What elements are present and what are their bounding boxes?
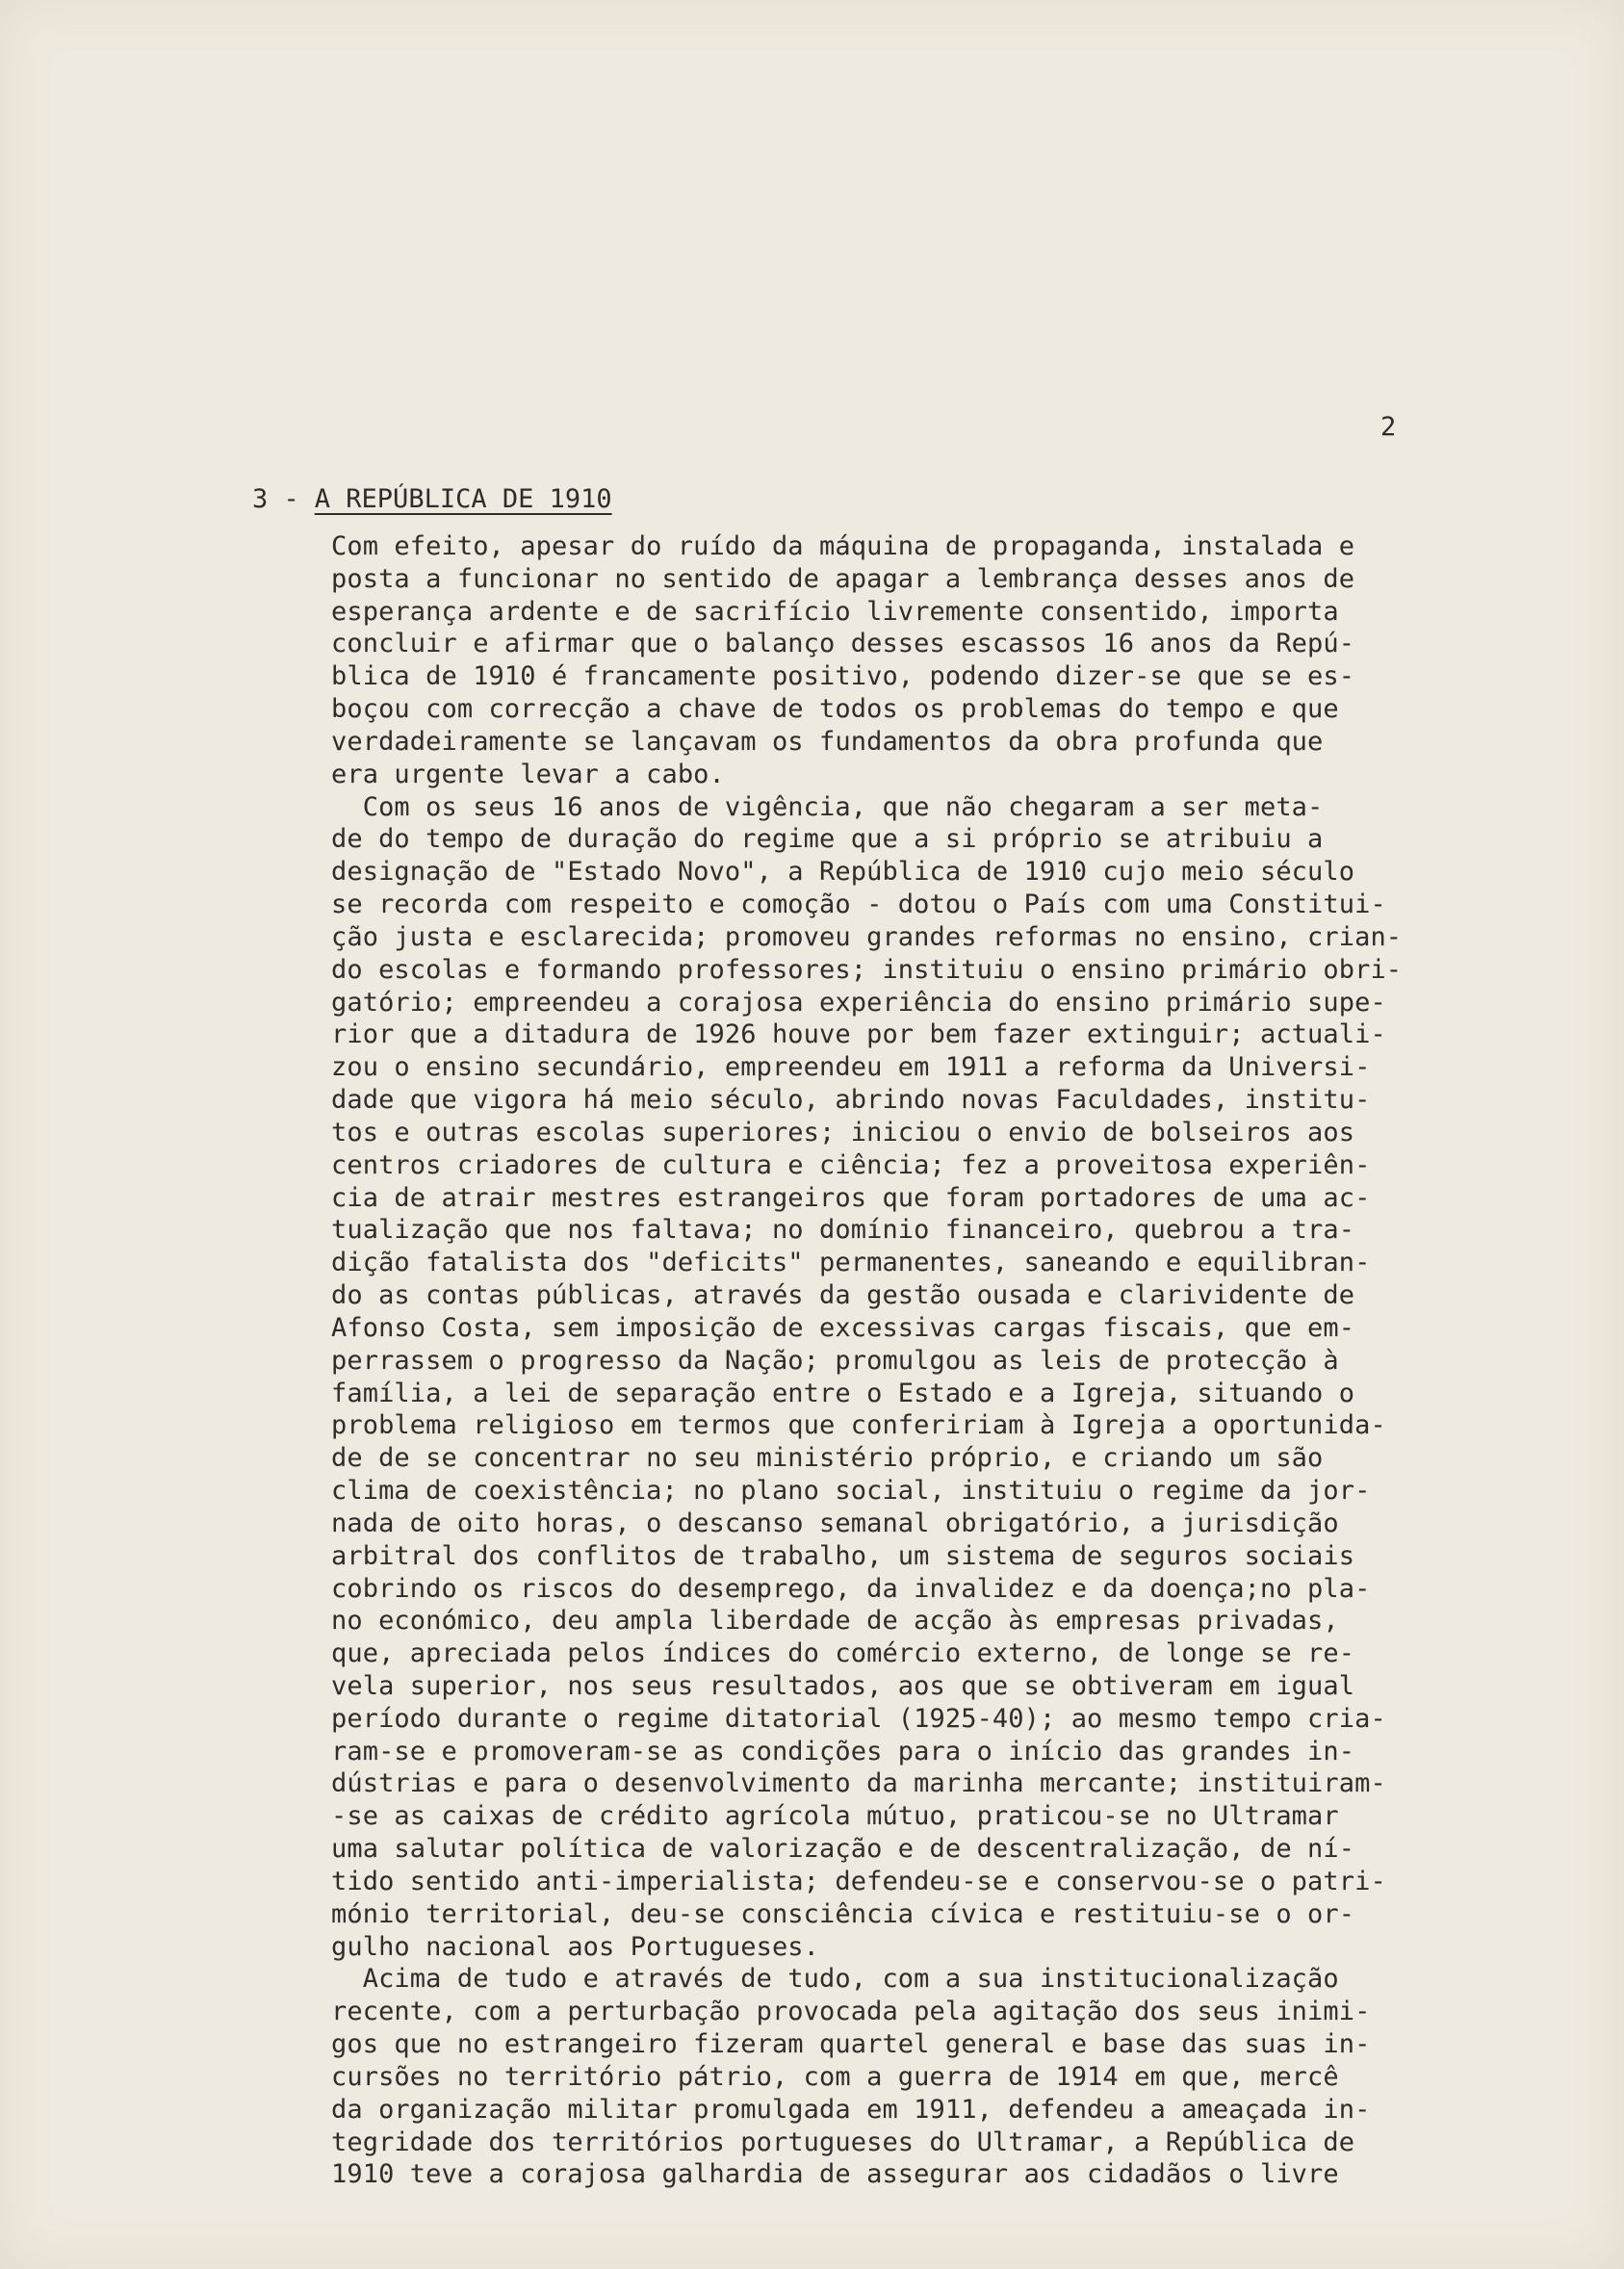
text-line: zou o ensino secundário, empreendeu em 1911 a reforma da Universi- bbox=[331, 1052, 1371, 1083]
text-line: tualização que nos faltava; no domínio financeiro, quebrou a tra- bbox=[331, 1215, 1355, 1246]
text-line: família, a lei de separação entre o Estado e a Igreja, situando o bbox=[331, 1378, 1355, 1408]
text-line: Acima de tudo e através de tudo, com a sua institucionalização bbox=[331, 1964, 1339, 1995]
text-line: cursões no território pátrio, com a guerra de 1914 em que, mercê bbox=[331, 2061, 1339, 2092]
text-line: esperança ardente e de sacrifício livremente consentido, importa bbox=[331, 596, 1339, 627]
text-line: ram-se e promoveram-se as condições para o início das grandes in- bbox=[331, 1736, 1355, 1766]
text-line: recente, com a perturbação provocada pela agitação dos seus inimi- bbox=[331, 1997, 1371, 2027]
text-line: cobrindo os riscos do desemprego, da invalidez e da doença;no pla- bbox=[331, 1573, 1371, 1604]
section-heading bbox=[252, 484, 612, 514]
text-line: que, apreciada pelos índices do comércio externo, de longe se re- bbox=[331, 1638, 1355, 1669]
text-line: 1910 teve a corajosa galhardia de assegurar aos cidadãos o livre bbox=[331, 2159, 1339, 2190]
text-line: tido sentido anti-imperialista; defendeu-se e conservou-se o patri- bbox=[331, 1866, 1386, 1896]
text-line: Com efeito, apesar do ruído da máquina de propaganda, instalada e bbox=[331, 531, 1355, 561]
text-line: tegridade dos territórios portugueses do Ultramar, a República de bbox=[331, 2127, 1355, 2157]
text-line: do escolas e formando professores; instituiu o ensino primário obri- bbox=[331, 954, 1403, 985]
text-line: designação de "Estado Novo", a República de 1910 cujo meio século bbox=[331, 857, 1355, 888]
text-line: gos que no estrangeiro fizeram quartel general e base das suas in- bbox=[331, 2029, 1371, 2060]
text-line: vela superior, nos seus resultados, aos que se obtiveram em igual bbox=[331, 1670, 1355, 1701]
text-line: problema religioso em termos que confeririam à Igreja a oportunida- bbox=[331, 1410, 1386, 1441]
text-line: dade que vigora há meio século, abrindo novas Faculdades, institu- bbox=[331, 1085, 1371, 1116]
text-line: -se as caixas de crédito agrícola mútuo, praticou-se no Ultramar bbox=[331, 1801, 1339, 1832]
text-line: do as contas públicas, através da gestão ousada e clarividente de bbox=[331, 1280, 1355, 1311]
text-line: de do tempo de duração do regime que a si próprio se atribuiu a bbox=[331, 824, 1324, 855]
text-line: no económico, deu ampla liberdade de acção às empresas privadas, bbox=[331, 1606, 1339, 1637]
body-text bbox=[331, 530, 1467, 2191]
text-line: verdadeiramente se lançavam os fundamentos da obra profunda que bbox=[331, 726, 1324, 757]
text-line: clima de coexistência; no plano social, instituiu o regime da jor- bbox=[331, 1476, 1371, 1507]
text-line: mónio territorial, deu-se consciência cívica e restituiu-se o or- bbox=[331, 1898, 1355, 1929]
text-line: ção justa e esclarecida; promoveu grandes reformas no ensino, crian- bbox=[331, 921, 1403, 952]
text-line: cia de atrair mestres estrangeiros que foram portadores de uma ac- bbox=[331, 1182, 1371, 1213]
text-line: gulho nacional aos Portugueses. bbox=[331, 1931, 820, 1962]
text-line: gatório; empreendeu a corajosa experiência do ensino primário supe- bbox=[331, 987, 1386, 1018]
text-line: dição fatalista dos "deficits" permanentes, saneando e equilibran- bbox=[331, 1248, 1371, 1278]
text-line: tos e outras escolas superiores; iniciou o envio de bolseiros aos bbox=[331, 1117, 1355, 1147]
text-line: da organização militar promulgada em 1911, defendeu a ameaçada in- bbox=[331, 2094, 1371, 2125]
text-line: de de se concentrar no seu ministério próprio, e criando um são bbox=[331, 1443, 1324, 1474]
text-line: Afonso Costa, sem imposição de excessivas cargas fiscais, que em- bbox=[331, 1312, 1355, 1343]
text-line: posta a funcionar no sentido de apagar a lembrança desses anos de bbox=[331, 563, 1355, 594]
text-line: boçou com correcção a chave de todos os problemas do tempo e que bbox=[331, 694, 1339, 725]
text-line: centros criadores de cultura e ciência; fez a proveitosa experiên- bbox=[331, 1149, 1371, 1180]
text-line: perrassem o progresso da Nação; promulgou as leis de protecção à bbox=[331, 1345, 1339, 1376]
section-title: A REPÚBLICA DE 1910 bbox=[314, 484, 612, 514]
page-number: 2 bbox=[1380, 412, 1397, 442]
section-number: 3 - bbox=[252, 484, 299, 514]
text-line: período durante o regime ditatorial (1925-40); ao mesmo tempo cria- bbox=[331, 1703, 1386, 1734]
text-line: era urgente levar a cabo. bbox=[331, 759, 725, 789]
text-line: dústrias e para o desenvolvimento da marinha mercante; instituiram- bbox=[331, 1768, 1386, 1799]
text-line: rior que a ditadura de 1926 houve por bem fazer extinguir; actuali- bbox=[331, 1019, 1386, 1050]
text-line: nada de oito horas, o descanso semanal obrigatório, a jurisdição bbox=[331, 1508, 1339, 1538]
text-line: blica de 1910 é francamente positivo, podendo dizer-se que se es- bbox=[331, 661, 1355, 692]
text-line: se recorda com respeito e comoção - dotou o País com uma Constitui- bbox=[331, 890, 1386, 920]
text-line: concluir e afirmar que o balanço desses escassos 16 anos da Repú- bbox=[331, 629, 1355, 659]
text-line: arbitral dos conflitos de trabalho, um sistema de seguros sociais bbox=[331, 1540, 1355, 1571]
text-line: uma salutar política de valorização e de descentralização, de ní- bbox=[331, 1834, 1355, 1865]
text-line: Com os seus 16 anos de vigência, que não chegaram a ser meta- bbox=[331, 791, 1324, 822]
